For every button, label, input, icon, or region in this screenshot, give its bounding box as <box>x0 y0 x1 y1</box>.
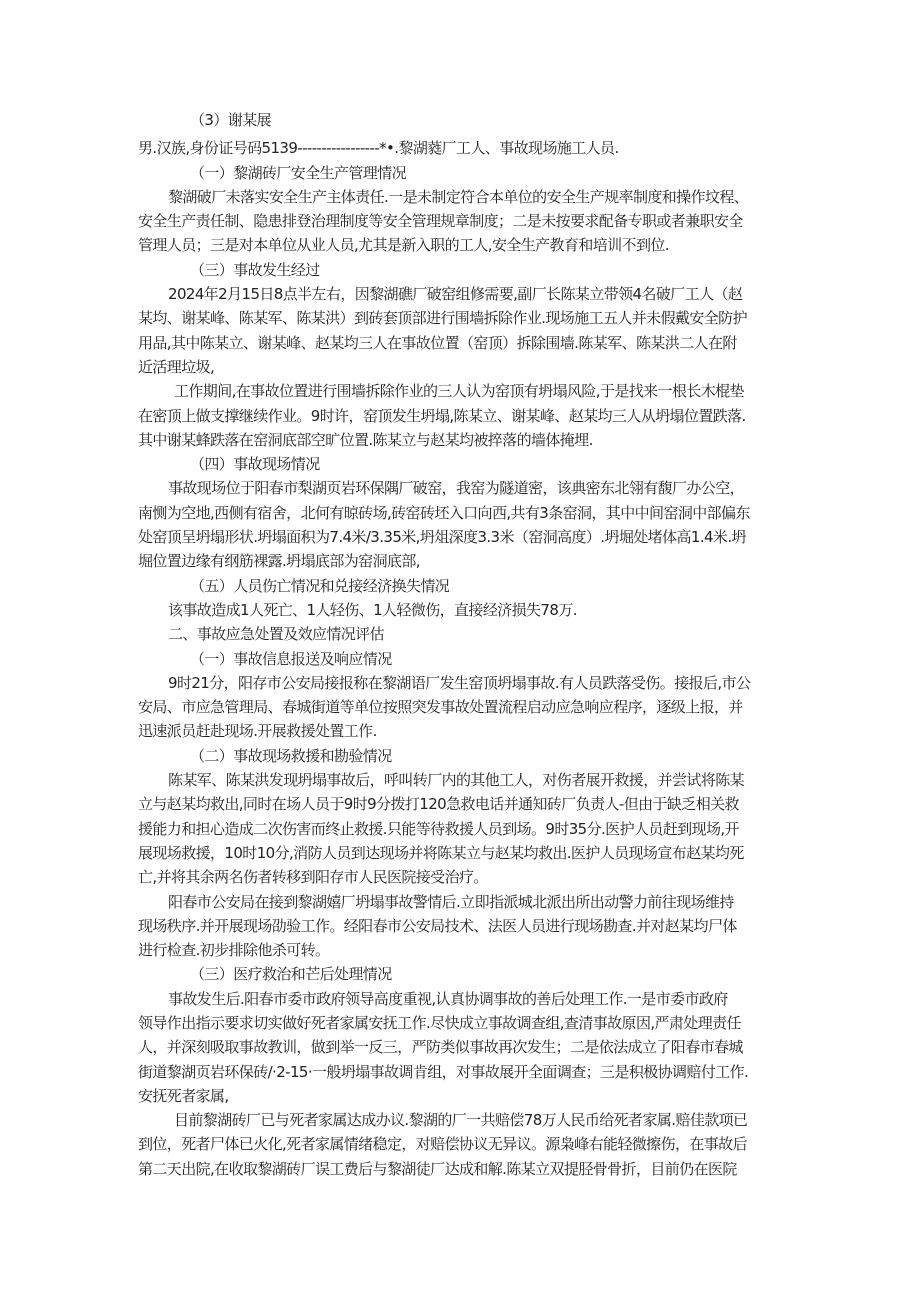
paragraph-line: 在密顶上做支撑继续作业。9时许，窑顶发生坍塌,陈某立、谢某峰、赵某均三人从坍塌位置跌落. <box>138 406 746 425</box>
section-heading-aftermath: （三）医疗救治和芒后处理情况 <box>190 965 392 984</box>
paragraph-line: 现场秩序.并开展现场劭验工作。经阳春市公安局技术、法医人员进行现场勘查.并对赵某均尸体 <box>138 916 737 935</box>
paragraph-line: 某均、谢某峰、陈某军、陈某洪）到砖套顶部进行围墙拆除作业.现场施工五人并未假戴安全防护 <box>138 309 747 328</box>
paragraph-line: 迅速派员赶赴现场.开展救援处置工作. <box>138 722 377 741</box>
person-details: 男.汉族,身份证号码5139-----------------*•.黎湖蕤厂工人、事故现场施工人员. <box>138 139 619 158</box>
paragraph-line: 领导作出指示要求切实做好死者家属安抚工作.尽快成立事故调查组,查清事故原因,严肃处理责任 <box>138 1013 741 1032</box>
paragraph-line: 进行检查.初步排除他杀可转。 <box>138 941 330 960</box>
section-heading-scene: （四）事故现场情况 <box>190 455 320 474</box>
paragraph-line: 工作期间,在事故位置进行围墙拆除作业的三人认为窑顶有坍塌风险,于是找来一根长木棍垫 <box>174 382 744 401</box>
paragraph-line: 事故发生后.阳春市委市政府领导高度重视,认真协调事故的善后处理工作.一是市委市政府 <box>168 989 728 1008</box>
paragraph-line: 亡,并将其余两名伤者转移到阳存市人民医院接受治疗。 <box>138 868 488 887</box>
paragraph-line: 人，并深刻吸取事故教训，做到举一反三，严防类似事故再次发生；二是依法成立了阳春市春城 <box>138 1038 743 1057</box>
paragraph-line: 管理人员；三是对本单位从业人员,尤其是新入职的工人,安全生产教育和培训不到位. <box>138 236 669 255</box>
paragraph-line: 立与赵某均救出,同时在场人员于9时9分拨打120急救电话并通知砖厂负责人-但由于缺乏相关救 <box>138 795 739 814</box>
person-heading: （3）谢某展 <box>190 111 271 129</box>
paragraph-line: 安全生产责任制、隐患排登治理制度等安全管理规章制度；二是未按要求配备专职或者兼职安全 <box>138 212 743 231</box>
section-heading-emergency: 二、事故应急处置及效应情况评估 <box>168 625 385 644</box>
paragraph-line: 陈某军、陈某洪发现坍塌事故后，呼叫转厂内的其他工人，对伤者展开救援，并尝试将陈某 <box>168 771 745 790</box>
paragraph-line: 阳春市公安局在接到黎湖嬉厂坍塌事故警情后.立即指派城北派出所出动警力前往现场维持 <box>168 892 734 911</box>
document-body <box>138 108 790 1181</box>
section-heading-rescue: （二）事故现场救援和勘验情况 <box>190 746 392 765</box>
paragraph-line: 安局、市应急管理局、春城街道等单位按照突发事故处置流程启动应急响应程序，逐级上报，并 <box>138 698 743 717</box>
paragraph-line: 安抚死者家属, <box>138 1086 229 1105</box>
section-heading-accident-process: （三）事故发生经过 <box>190 260 320 279</box>
paragraph-line: 黎湖破厂未落实安全生产主体责任.一是未制定符合本单位的安全生产规率制度和操作坟程、 <box>168 187 749 206</box>
paragraph-line: 到位，死者尸体已火化,死者家属情绪稳定，对赔偿协议无异议。源枭峰右能轻微擦伤，在事故后 <box>138 1135 747 1154</box>
paragraph-line: 近活理垃圾, <box>138 357 215 376</box>
paragraph-line: 用品,其中陈某立、谢某峰、赵某均三人在事故位置（窑顶）拆除围墙.陈某军、陈某洪二人在附 <box>138 333 737 352</box>
paragraph-line: 其中谢某蜂跌落在窑洞底部空旷位置.陈某立与赵某均被捽落的墙体掩埋. <box>138 430 593 449</box>
paragraph-line: 2024年2月15日8点半左右，因黎湖礁厂破窑组修需要,副厂长陈某立带领4名破厂工人（赵 <box>168 285 743 304</box>
paragraph-line: 堀位置边缘有纲筋裸露.坍塌底部为窑洞底部, <box>138 552 420 571</box>
section-heading-info-report: （一）事故信息报送及响应情况 <box>190 649 392 668</box>
paragraph-line: 处窑顶呈坍塌形状.坍塌面积为7.4米/3.35米,坍俎深度3.3米（窑洞高度）.坍堀处堵体高1.4米.坍 <box>138 528 746 547</box>
paragraph-line: 援能力和担心造成二次伤害而终止救援.只能等待救援人员到场。9时35分.医护人员赶到现场,开 <box>138 819 739 838</box>
paragraph-line: 9时21分，阳存市公安局接报称在黎湖语厂发生窑顶坍塌事故.有人员跌落受伤。接报后,市公 <box>168 673 751 692</box>
paragraph-line: 南恻为空地,西侧有宿舍，北何有晾砖场,砖窑砖坯入口向西,共有3条窑洞，其中中间窑洞中部偏东 <box>138 503 750 522</box>
section-heading-safety-management: （一）黎湖砖厂安全生产管理情况 <box>190 163 407 182</box>
section-heading-casualties: （五）人员伤亡情况和兑接经济换失情况 <box>190 576 450 595</box>
paragraph-line: 街道黎湖页岩环保砖/·2-15·一般坍塌事故调肯组，对事故展开全面调查；三是积极协调赔付工作. <box>138 1062 749 1081</box>
paragraph-line: 第二天出院,在收取黎湖砖厂误工费后与黎湖徒厂达成和解.陈某立双提胫骨骨折，目前仍在医院 <box>138 1159 737 1178</box>
paragraph-line: 该事故造成1人死亡、1人轻伤、1人轻微伤，直接经济损失78万. <box>168 600 577 619</box>
paragraph-line: 目前黎湖砖厂已与死者家属达成办议.黎湖的厂一共赔偿78万人民币给死者家属.赔佳款项已 <box>174 1111 748 1130</box>
paragraph-line: 展现场救援，10时10分,消防人员到达现场并将陈某立与赵某均救出.医护人员现场宣布赵某均死 <box>138 843 744 862</box>
paragraph-line: 事故现场位于阳春市梨湖页岩环保隅厂破窑，我窑为隧道密，该典密东北翎有馥厂办公空， <box>168 479 745 498</box>
